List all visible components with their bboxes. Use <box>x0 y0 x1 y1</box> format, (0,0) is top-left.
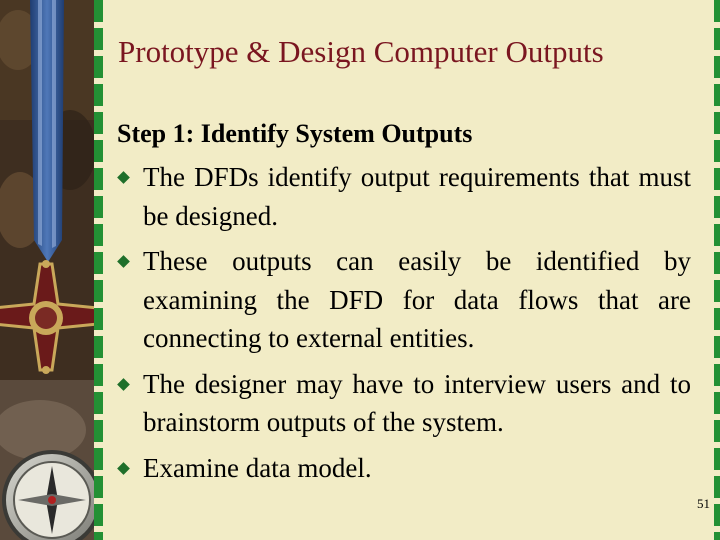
bullet-item <box>117 158 691 235</box>
bullet-text: Examine data model. <box>143 452 372 483</box>
bullet-list <box>117 158 691 487</box>
step-heading: Step 1: Identify System Outputs <box>117 119 473 148</box>
diamond-bullet-icon <box>117 171 130 184</box>
left-border-stripe <box>94 0 103 540</box>
bullet-item <box>117 365 691 442</box>
slide-title: Prototype & Design Computer Outputs <box>118 34 604 69</box>
compass-icon <box>4 452 94 540</box>
decorative-photo <box>0 0 94 540</box>
diamond-bullet-icon <box>117 462 130 475</box>
bullet-text: These outputs can easily be identified by examining the DFD for data flows that are connecting to external entities. <box>143 246 691 353</box>
decorative-photo-strip <box>0 0 94 540</box>
right-border-stripe <box>714 0 720 540</box>
bullet-text: The DFDs identify output requirements that must be designed. <box>143 162 691 231</box>
bullet-item <box>117 242 691 358</box>
bullet-item <box>117 449 691 488</box>
bullet-text: The designer may have to interview users and to brainstorm outputs of the system. <box>143 368 691 437</box>
diamond-bullet-icon <box>117 378 130 391</box>
slide-content <box>117 116 691 487</box>
diamond-bullet-icon <box>117 255 130 268</box>
page-number: 51 <box>697 496 710 511</box>
